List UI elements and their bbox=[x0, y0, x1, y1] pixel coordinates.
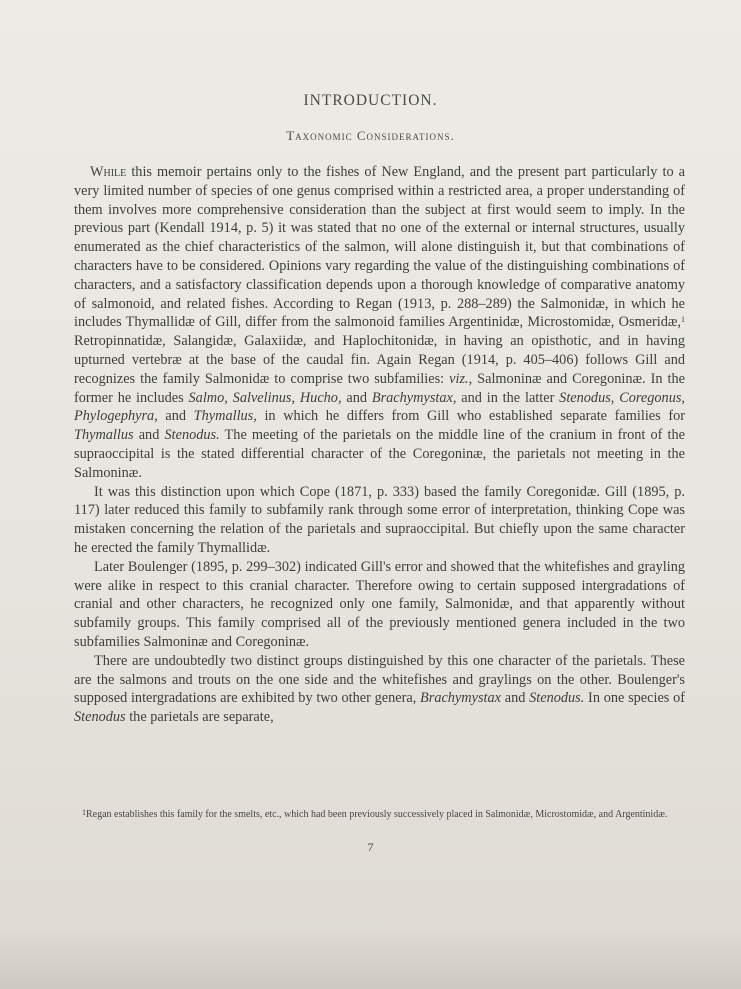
paragraph-4 bbox=[74, 652, 685, 727]
paragraph-text: In one species of bbox=[584, 690, 686, 707]
paragraph-2: It was this distinction upon which Cope (1871, p. 333) based the family Coregonidæ. Gill (1895, p. 117) later reduced this family to subfamily rank through some error of interpretation, thinking Cope was mistaken concerning the relation of the parietals and supraoccipital. But chiefly upon the same character he erected the family Thymallidæ. bbox=[74, 483, 685, 556]
paragraph-text: and bbox=[133, 427, 165, 444]
italic-genus: Brachymystax bbox=[420, 690, 502, 707]
paragraph-text: The meeting of the parietals on the middle line of the cranium in front of the supraoccipital is the stated differential character of the Coregoninæ, the parietals not meeting in the Salmoninæ. bbox=[74, 427, 685, 481]
italic-genus: Salmo, Salvelinus, Hucho, bbox=[188, 389, 342, 406]
paragraph-text: this memoir pertains only to the fishes of New England, and the present part particularly to a very limited number of species of one genus comprised within a restricted area, a proper understanding of them involves more comprehensive consideration than the subject at first would seem to imply. In the previous part (Kendall 1914, p. 5) it was stated that no one of the external or internal structures, usually enumerated as the chief characteristics of the salmon, will alone distinguish it, but that combinations of characters have to be considered. Opinions vary regarding the value of the distinguishing combinations of characters, and a satisfactory classification depends upon a thorough knowledge of comparative anatomy of salmonoid, and related fishes. According to Regan (1913, p. 288–289) the Salmonidæ, in which he includes Thymallidæ of Gill, differ from the salmonoid families Argentinidæ, Microstomidæ, Osmeridæ, bbox=[74, 164, 685, 331]
italic-genus: Stenodus, Coregonus, Phylogephyra, bbox=[74, 389, 685, 425]
italic-genus: Brachymystax, bbox=[371, 389, 457, 406]
italic-genus: Stenodus bbox=[74, 709, 126, 726]
footnote-reference[interactable]: 1 bbox=[681, 315, 685, 325]
section-subheading: Taxonomic Considerations. bbox=[286, 128, 455, 143]
paragraph-1 bbox=[74, 163, 685, 483]
page-heading: INTRODUCTION. bbox=[303, 92, 438, 109]
paragraph-text: in which he differs from Gill who established separate families for bbox=[256, 408, 685, 425]
paragraph-text: Retropinnatidæ, Salangidæ, Galaxiidæ, and Haplochitonidæ, in having an opisthotic, and in having upturned vertebræ at the base of the caudal fin. Again Regan (1914, p. 405–406) follows Gill and recognizes the family Salmonidæ to comprise two subfamilies: bbox=[74, 333, 685, 387]
paragraph-text: and bbox=[501, 690, 530, 707]
body-text bbox=[74, 163, 685, 727]
paragraph-3: Later Boulenger (1895, p. 299–302) indicated Gill's error and showed that the whitefishes and grayling were alike in respect to this cranial character. Therefore owing to certain supposed intergradations of cranial and other characters, he recognized only one family, Salmonidæ, and that apparently without subfamily groups. This family comprised all of the previously mentioned genera included in the two subfamilies Salmoninæ and Coregoninæ. bbox=[74, 558, 685, 650]
footnote-text: Regan establishes this family for the smelts, etc., which had been previously successively placed in Salmonidæ, Microstomidæ, and Argentinidæ. bbox=[86, 809, 668, 820]
footnote bbox=[74, 808, 685, 821]
italic-genus: Thymallus bbox=[74, 427, 134, 444]
paragraph-text: and in the latter bbox=[456, 389, 560, 406]
paragraph-text: There are undoubtedly two distinct groups distinguished by this one character of the parietals. These are the salmons and trouts on the one side and the whitefishes and graylings on the other. Boulenger's supposed intergradations are exhibited by two other genera, bbox=[74, 652, 685, 707]
footnote-mark: 1 bbox=[82, 808, 86, 817]
paragraph-text: and bbox=[157, 408, 194, 425]
italic-term: viz., bbox=[449, 370, 473, 387]
italic-genus: Stenodus. bbox=[529, 690, 585, 707]
paragraph-lead-word: While bbox=[90, 164, 127, 180]
paragraph-text: Salmoninæ and Coregoninæ. In the former he includes bbox=[74, 370, 685, 406]
italic-genus: Thymallus, bbox=[193, 408, 257, 425]
page-number: 7 bbox=[367, 840, 374, 854]
paragraph-text: the parietals are separate, bbox=[125, 709, 274, 726]
paragraph-text: and bbox=[341, 389, 372, 406]
italic-genus: Stenodus. bbox=[164, 427, 220, 444]
